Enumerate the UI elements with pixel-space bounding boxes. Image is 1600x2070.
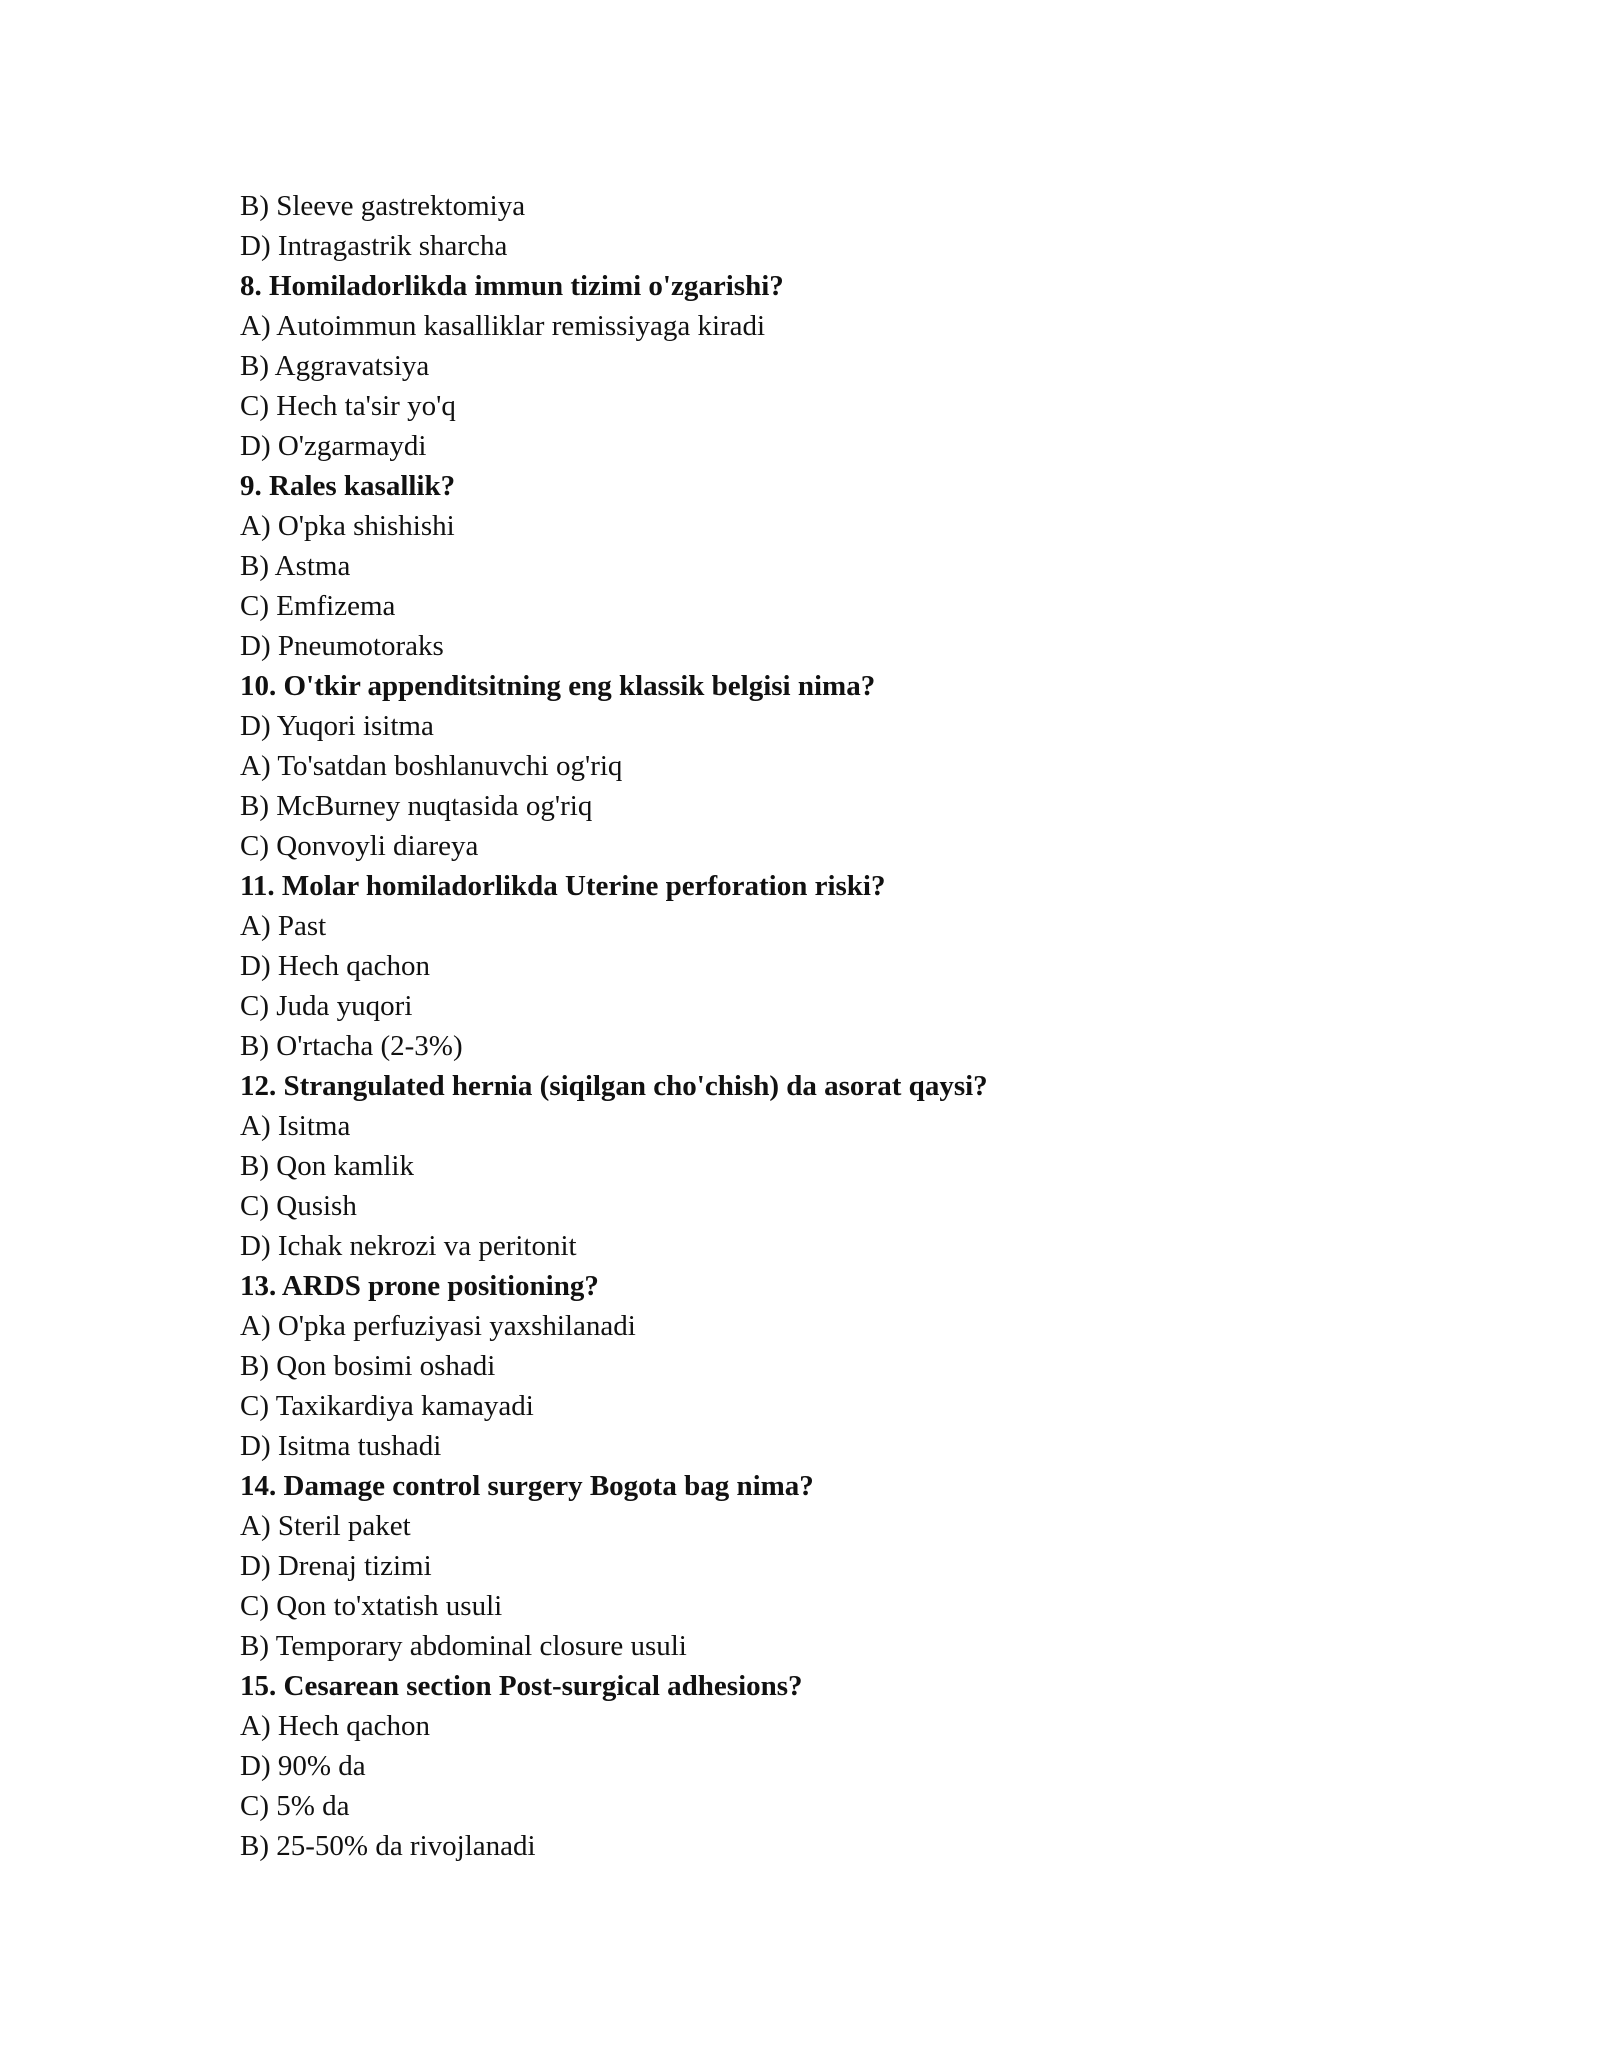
option-line: C) Juda yuqori — [240, 990, 413, 1022]
option-line: B) Temporary abdominal closure usuli — [240, 1630, 687, 1662]
option-line: A) O'pka perfuziyasi yaxshilanadi — [240, 1310, 636, 1342]
option-line: D) Intragastrik sharcha — [240, 230, 508, 262]
question-14: 14. Damage control surgery Bogota bag nima? — [240, 1470, 814, 1502]
option-line: B) Aggravatsiya — [240, 350, 430, 382]
option-line: A) Steril paket — [240, 1510, 411, 1542]
question-12: 12. Strangulated hernia (siqilgan cho'chish) da asorat qaysi? — [240, 1070, 988, 1102]
option-line: B) McBurney nuqtasida og'riq — [240, 790, 593, 822]
option-line: A) To'satdan boshlanuvchi og'riq — [240, 750, 623, 782]
option-line: D) O'zgarmaydi — [240, 430, 427, 462]
option-line: A) Hech qachon — [240, 1710, 431, 1742]
option-line: B) Astma — [240, 550, 351, 582]
option-line: B) O'rtacha (2-3%) — [240, 1030, 463, 1062]
option-line: C) Hech ta'sir yo'q — [240, 390, 456, 422]
option-line: D) 90% da — [240, 1750, 366, 1782]
option-line: A) Isitma — [240, 1110, 351, 1142]
option-line: A) Autoimmun kasalliklar remissiyaga kiradi — [240, 310, 766, 342]
question-8: 8. Homiladorlikda immun tizimi o'zgarishi? — [240, 270, 784, 302]
option-line: B) Qon bosimi oshadi — [240, 1350, 496, 1382]
option-line: B) Sleeve gastrektomiya — [240, 190, 526, 222]
question-9: 9. Rales kasallik? — [240, 470, 456, 502]
option-line: C) 5% da — [240, 1790, 350, 1822]
option-line: D) Isitma tushadi — [240, 1430, 442, 1462]
option-line: D) Yuqori isitma — [240, 710, 434, 742]
option-line: C) Qusish — [240, 1190, 357, 1222]
quiz-content — [240, 186, 1440, 1866]
option-line: C) Taxikardiya kamayadi — [240, 1390, 534, 1422]
question-11: 11. Molar homiladorlikda Uterine perforation riski? — [240, 870, 886, 902]
option-line: D) Pneumotoraks — [240, 630, 444, 662]
option-line: D) Ichak nekrozi va peritonit — [240, 1230, 577, 1262]
question-13: 13. ARDS prone positioning? — [240, 1270, 599, 1302]
option-line: C) Qonvoyli diareya — [240, 830, 479, 862]
option-line: D) Hech qachon — [240, 950, 431, 982]
option-line: A) O'pka shishishi — [240, 510, 455, 542]
option-line: D) Drenaj tizimi — [240, 1550, 432, 1582]
option-line: B) 25-50% da rivojlanadi — [240, 1830, 536, 1862]
option-line: C) Emfizema — [240, 590, 396, 622]
question-10: 10. O'tkir appenditsitning eng klassik belgisi nima? — [240, 670, 876, 702]
option-line: B) Qon kamlik — [240, 1150, 414, 1182]
question-15: 15. Cesarean section Post-surgical adhesions? — [240, 1670, 803, 1702]
option-line: C) Qon to'xtatish usuli — [240, 1590, 503, 1622]
option-line: A) Past — [240, 910, 327, 942]
